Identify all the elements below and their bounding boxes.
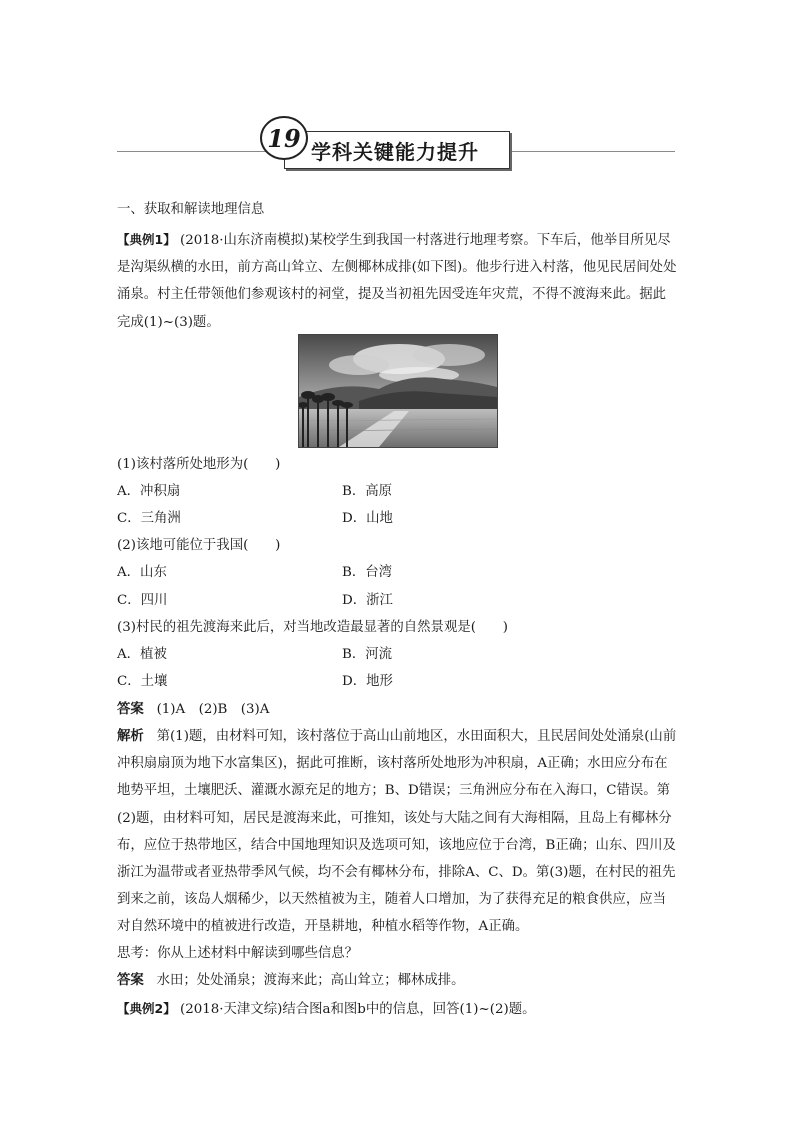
question-3-option-d: D．地形 (342, 674, 393, 689)
example1-label: 【典例1】 (117, 232, 176, 247)
question-3-option-b: B．河流 (342, 647, 393, 662)
section-title: 一、获取和解读地理信息 (117, 202, 265, 217)
question-1-option-d: D．山地 (342, 511, 393, 526)
question-1-stem: (1)该村落所处地形为( ) (117, 457, 281, 472)
village-landscape-photo (298, 334, 498, 448)
question-2-option-b: B．台湾 (342, 565, 393, 580)
question-2-option-d: D．浙江 (342, 593, 393, 608)
answer-1-line (117, 701, 269, 719)
question-2-stem: (2)该地可能位于我国( ) (117, 538, 281, 553)
question-3-option-c: C．土壤 (117, 674, 168, 689)
analysis-paragraph (117, 723, 679, 941)
answer-2-text: 水田；处处涌泉；渡海来此；高山耸立；椰林成排。 (156, 973, 465, 988)
analysis-label: 解析 (117, 729, 144, 744)
header-rule-right (510, 151, 675, 152)
question-1-option-b: B．高原 (342, 484, 393, 499)
chapter-number-badge: 19 (260, 116, 308, 160)
question-1-option-a: A．冲积扇 (117, 484, 181, 499)
example2-label: 【典例2】 (117, 1001, 176, 1016)
header-rule-left (117, 151, 267, 152)
example1-intro: (2018·山东济南模拟)某校学生到我国一村落进行地理考察。下车后，他举目所见尽是沟渠纵横的水田，前方高山耸立、左侧椰林成排(如下图)。他步行进入村落，他见民居间处处涌泉。村主任带领他们参观该村的祠堂，提及当初祖先因受连年灾荒，不得不渡海来此。据此完成(1)~(3)题。 (117, 233, 677, 330)
question-3-stem: (3)村民的祖先渡海来此后，对当地改造最显著的自然景观是( ) (117, 620, 508, 635)
question-2-option-a: A．山东 (117, 565, 167, 580)
question-1-option-c: C．三角洲 (117, 511, 181, 526)
example2-line (117, 1000, 536, 1019)
answer-2-line (117, 972, 465, 990)
think-line (117, 945, 358, 963)
example1-paragraph (117, 226, 679, 336)
think-label: 思考： (117, 946, 158, 961)
example2-text: (2018·天津文综)结合图a和图b中的信息，回答(1)~(2)题。 (179, 1002, 536, 1017)
answer-1-label: 答案 (117, 702, 144, 717)
analysis-text: 第(1)题，由材料可知，该村落位于高山山前地区，水田面积大，且民居间处处涌泉(山前冲积扇扇顶为地下水富集区)，据此可推断，该村落所处地形为冲积扇，A正确；水田应分布在地势平坦，土壤肥沃、灌溉水源充足的地方；B、D错误；三角洲应分布在入海口，C错误。第(2)题，由材料可知，居民是渡海来此，可推知，该处与大陆之间有大海相隔，且岛上有椰林分布，应位于热带地区，结合中国地理知识及选项可知，该地应位于台湾，B正确；山东、四川及浙江为温带或者亚热带季风气候，均不会有椰林分布，排除A、C、D。第(3)题，在村民的祖先到来之前，该岛人烟稀少，以天然植被为主，随着人口增加，为了获得充足的粮食供应，应当对自然环境中的植被进行改造，开垦耕地，种植水稻等作物，A正确。 (117, 729, 677, 935)
chapter-title: 学科关键能力提升 (284, 131, 510, 169)
answer-2-label: 答案 (117, 973, 144, 988)
think-text: 你从上述材料中解读到哪些信息？ (157, 946, 359, 961)
question-2-option-c: C．四川 (117, 593, 168, 608)
question-3-option-a: A．植被 (117, 647, 167, 662)
answer-1-text: (1)A (2)B (3)A (156, 702, 270, 717)
